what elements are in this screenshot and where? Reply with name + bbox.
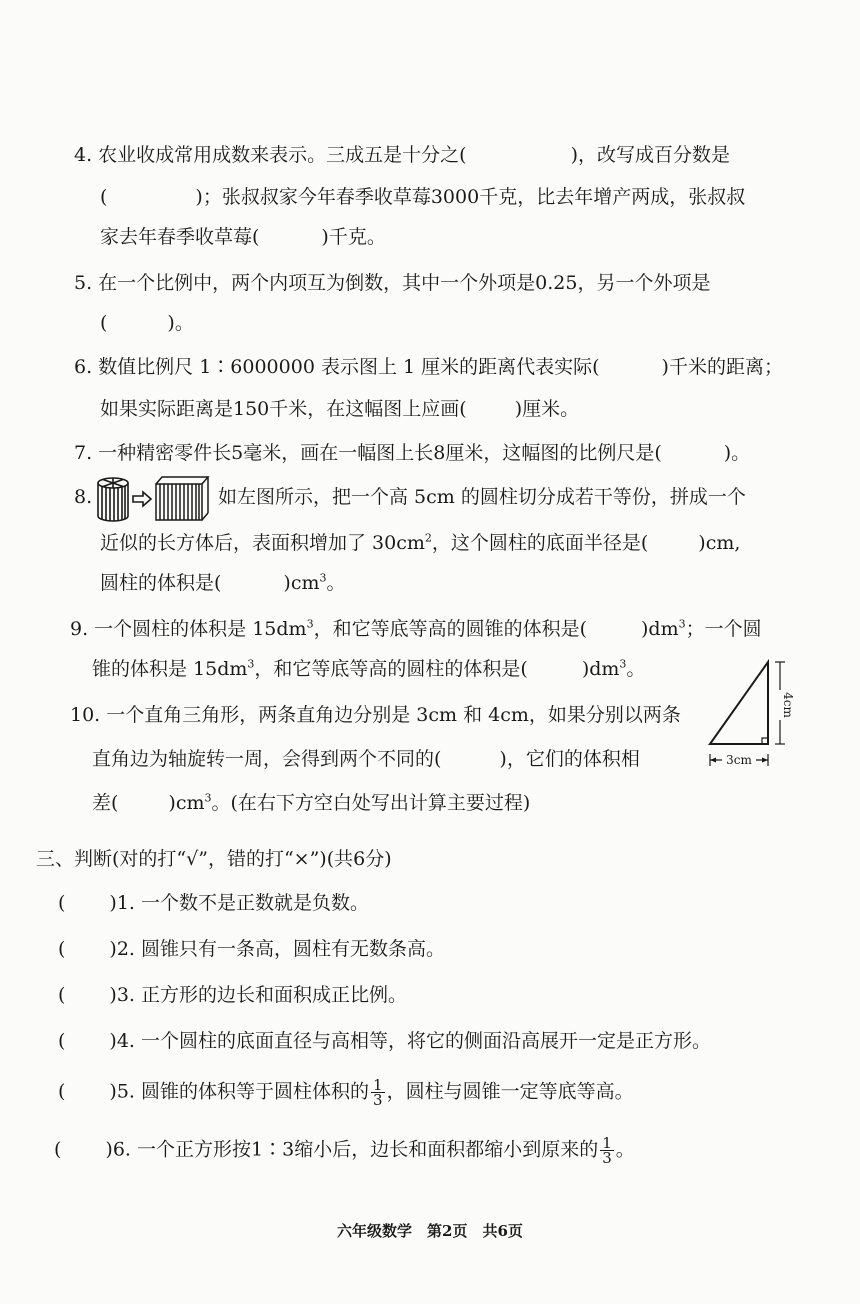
q4-text: 4. 农业收成常用成数来表示。三成五是十分之( bbox=[74, 144, 467, 166]
right-triangle-figure bbox=[700, 656, 804, 776]
q4-line-3 bbox=[100, 224, 386, 250]
answer-paren-open[interactable]: ( bbox=[58, 984, 66, 1006]
q6-text: 6. 数值比例尺 1∶6000000 表示图上 1 厘米的距离代表实际( bbox=[74, 356, 600, 378]
judgment-text: 5. 圆锥的体积等于圆柱体积的 bbox=[116, 1080, 370, 1103]
q10-text: 差( bbox=[92, 792, 119, 814]
q10-line-1 bbox=[70, 702, 681, 728]
cuboid-icon bbox=[156, 477, 208, 520]
q9-text: 锥的体积是 15dm bbox=[92, 658, 248, 680]
fraction-one-third bbox=[371, 1078, 385, 1107]
q8-text: 。 bbox=[326, 572, 346, 594]
q9-line-1 bbox=[70, 616, 762, 642]
judgment-item-3 bbox=[58, 982, 407, 1008]
right-triangle-shape bbox=[710, 662, 768, 744]
superscript: 3 bbox=[306, 617, 314, 631]
answer-paren-close: ) bbox=[109, 892, 117, 914]
fraction-denominator: 3 bbox=[373, 1091, 383, 1109]
superscript: 3 bbox=[619, 657, 627, 671]
answer-paren-close: ) bbox=[109, 1030, 117, 1052]
cylinder-to-cuboid-figure bbox=[96, 474, 214, 524]
q8-line-1 bbox=[218, 484, 746, 510]
answer-paren-close: ) bbox=[109, 1080, 117, 1103]
q10-text: )，它们的体积相 bbox=[499, 748, 640, 770]
section3-title bbox=[36, 846, 392, 872]
base-label: 3cm bbox=[726, 753, 752, 767]
q6-line-2 bbox=[100, 396, 579, 422]
answer-paren-open[interactable]: ( bbox=[58, 1080, 66, 1103]
judgment-text: ，圆柱与圆锥一定等底等高。 bbox=[386, 1080, 634, 1103]
judgment-text: 。 bbox=[615, 1138, 635, 1161]
arrow-right-icon bbox=[133, 492, 151, 506]
q9-text: 。 bbox=[626, 658, 646, 680]
answer-paren-open[interactable]: ( bbox=[54, 1138, 62, 1161]
answer-paren-open[interactable]: ( bbox=[58, 892, 66, 914]
q8-text: )cm, bbox=[698, 532, 741, 554]
judgment-text: 3. 正方形的边长和面积成正比例。 bbox=[116, 984, 408, 1006]
q4-text: 家去年春季收草莓( bbox=[100, 226, 260, 248]
q9-text: )dm bbox=[641, 618, 679, 640]
q8-text: 圆柱的体积是( bbox=[100, 572, 222, 594]
height-label: 4cm bbox=[781, 692, 795, 718]
judgment-text: 2. 圆锥只有一条高，圆柱有无数条高。 bbox=[116, 938, 446, 960]
q9-text: ；一个圆 bbox=[685, 618, 762, 640]
superscript: 2 bbox=[424, 531, 432, 545]
judgment-text: 4. 一个圆柱的底面直径与高相等，将它的侧面沿高展开一定是正方形。 bbox=[116, 1030, 712, 1052]
q10-text: 。(在右下方空白处写出计算主要过程) bbox=[211, 792, 531, 814]
q10-text: 10. 一个直角三角形，两条直角边分别是 3cm 和 4cm，如果分别以两条 bbox=[70, 704, 681, 726]
q7-text: 7. 一种精密零件长5毫米，画在一幅图上长8厘米，这幅图的比例尺是( bbox=[74, 442, 662, 464]
fraction-one-third bbox=[600, 1136, 614, 1165]
section-title-text: 三、判断(对的打“√”，错的打“×”)(共6分) bbox=[36, 848, 392, 870]
q4-text: )，改写成百分数是 bbox=[570, 144, 731, 166]
superscript: 3 bbox=[204, 791, 212, 805]
q4-text: )千克。 bbox=[321, 226, 386, 248]
fraction-numerator: 1 bbox=[602, 1134, 612, 1152]
superscript: 3 bbox=[247, 657, 255, 671]
q10-line-2 bbox=[92, 746, 640, 772]
judgment-item-4 bbox=[58, 1028, 711, 1054]
q4-text: ( bbox=[100, 186, 108, 208]
q5-line-2 bbox=[100, 310, 194, 336]
q6-text: )千米的距离； bbox=[661, 356, 783, 378]
judgment-text: 6. 一个正方形按1∶3缩小后，边长和面积都缩小到原来的 bbox=[112, 1138, 599, 1161]
q4-text: )；张叔叔家今年春季收草莓3000千克，比去年增产两成，张叔叔 bbox=[195, 186, 746, 208]
q10-text: )cm bbox=[168, 792, 205, 814]
q9-text: )dm bbox=[581, 658, 620, 680]
q9-text: 9. 一个圆柱的体积是 15dm bbox=[70, 618, 307, 640]
answer-paren-open[interactable]: ( bbox=[58, 938, 66, 960]
q8-text: ，这个圆柱的底面半径是( bbox=[431, 532, 649, 554]
answer-paren-close: ) bbox=[109, 984, 117, 1006]
superscript: 3 bbox=[319, 571, 327, 585]
q8-number bbox=[74, 484, 92, 510]
q7-line-1 bbox=[74, 440, 750, 466]
q5-text: ( bbox=[100, 312, 108, 334]
q7-text: )。 bbox=[723, 442, 751, 464]
q8-text: )cm bbox=[283, 572, 320, 594]
q6-line-1 bbox=[74, 354, 783, 380]
q5-text: )。 bbox=[167, 312, 194, 334]
q8-line-2 bbox=[100, 530, 740, 556]
judgment-text: 1. 一个数不是正数就是负数。 bbox=[116, 892, 370, 914]
superscript: 3 bbox=[678, 617, 686, 631]
q8-number-text: 8. bbox=[74, 486, 93, 508]
q6-text: 如果实际距离是150千米，在这幅图上应画( bbox=[100, 398, 467, 420]
q5-text: 5. 在一个比例中，两个内项互为倒数，其中一个外项是0.25，另一个外项是 bbox=[74, 272, 711, 294]
q4-line-1 bbox=[74, 142, 730, 168]
q5-line-1 bbox=[74, 270, 710, 296]
judgment-item-2 bbox=[58, 936, 445, 962]
q4-line-2 bbox=[100, 184, 745, 210]
q8-text: 如左图所示，把一个高 5cm 的圆柱切分成若干等份，拼成一个 bbox=[218, 486, 746, 508]
q8-text: 近似的长方体后，表面积增加了 30cm bbox=[100, 532, 425, 554]
page-footer: 六年级数学 第2页 共6页 bbox=[337, 1222, 523, 1240]
judgment-item-6 bbox=[54, 1136, 635, 1165]
judgment-item-5 bbox=[58, 1078, 634, 1107]
answer-paren-close: ) bbox=[109, 938, 117, 960]
q10-line-3 bbox=[92, 790, 530, 816]
fraction-denominator: 3 bbox=[602, 1149, 612, 1167]
q9-text: ，和它等底等高的圆柱的体积是( bbox=[254, 658, 528, 680]
judgment-item-1 bbox=[58, 890, 369, 916]
cylinder-icon bbox=[98, 478, 128, 521]
q10-text: 直角边为轴旋转一周，会得到两个不同的( bbox=[92, 748, 442, 770]
fraction-numerator: 1 bbox=[373, 1076, 383, 1094]
answer-paren-open[interactable]: ( bbox=[58, 1030, 66, 1052]
answer-paren-close: ) bbox=[105, 1138, 113, 1161]
q6-text: )厘米。 bbox=[514, 398, 580, 420]
q9-line-2 bbox=[92, 656, 645, 682]
q8-line-3 bbox=[100, 570, 346, 596]
q9-text: ，和它等底等高的圆锥的体积是( bbox=[313, 618, 587, 640]
